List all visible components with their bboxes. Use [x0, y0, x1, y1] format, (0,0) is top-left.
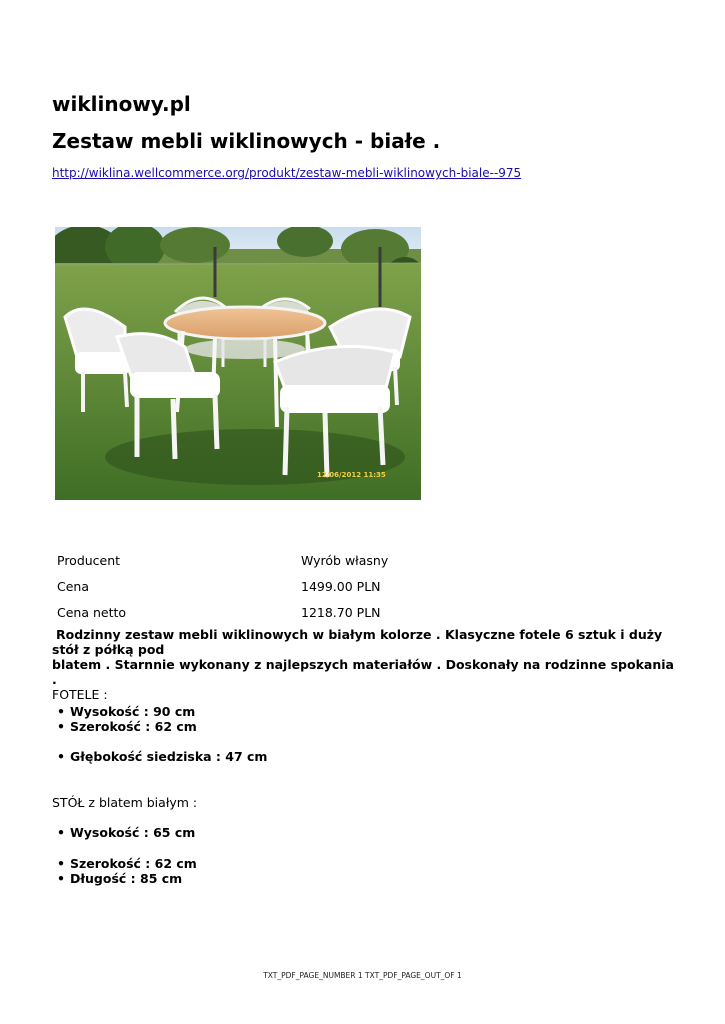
description-line: blatem . Starnnie wykonany z najlepszych materiałów . Doskonały na rodzinne spokania .	[52, 657, 674, 687]
spec-label: Cena netto	[57, 605, 127, 620]
list-item: • Długość : 85 cm	[70, 871, 182, 886]
list-item: • Szerokość : 62 cm	[70, 719, 197, 734]
photo-timestamp: 12/06/2012 11:35	[317, 471, 386, 479]
description-line: stół z półką pod	[52, 642, 165, 657]
product-description	[52, 627, 682, 702]
product-link[interactable]: http://wiklina.wellcommerce.org/produkt/zestaw-mebli-wiklinowych-biale--975	[52, 166, 522, 180]
description-line: Rodzinny zestaw mebli wiklinowych w białym kolorze . Klasyczne fotele 6 sztuk i duży	[56, 627, 663, 642]
spec-label: Cena	[57, 579, 90, 594]
armchairs-label: FOTELE :	[52, 687, 108, 702]
list-item: • Głębokość siedziska : 47 cm	[70, 749, 267, 764]
spec-label: Producent	[57, 553, 121, 568]
table-label: STÓŁ z blatem białym :	[52, 795, 198, 810]
site-title: wiklinowy.pl	[52, 92, 191, 116]
spec-value: 1218.70 PLN	[301, 605, 381, 620]
page-footer: TXT_PDF_PAGE_NUMBER 1 TXT_PDF_PAGE_OUT_OF 1	[263, 971, 462, 980]
spec-value: 1499.00 PLN	[301, 579, 381, 594]
spec-row-price	[57, 579, 677, 595]
product-photo	[55, 227, 421, 500]
list-item: • Wysokość : 65 cm	[70, 825, 195, 840]
list-item: • Szerokość : 62 cm	[70, 856, 197, 871]
spec-row-net-price	[57, 605, 677, 621]
product-photo-illustration	[55, 227, 421, 500]
list-item: • Wysokość : 90 cm	[70, 704, 195, 719]
spec-row-producer	[57, 553, 677, 569]
product-title: Zestaw mebli wiklinowych - białe .	[52, 129, 441, 153]
spec-value: Wyrób własny	[301, 553, 389, 568]
